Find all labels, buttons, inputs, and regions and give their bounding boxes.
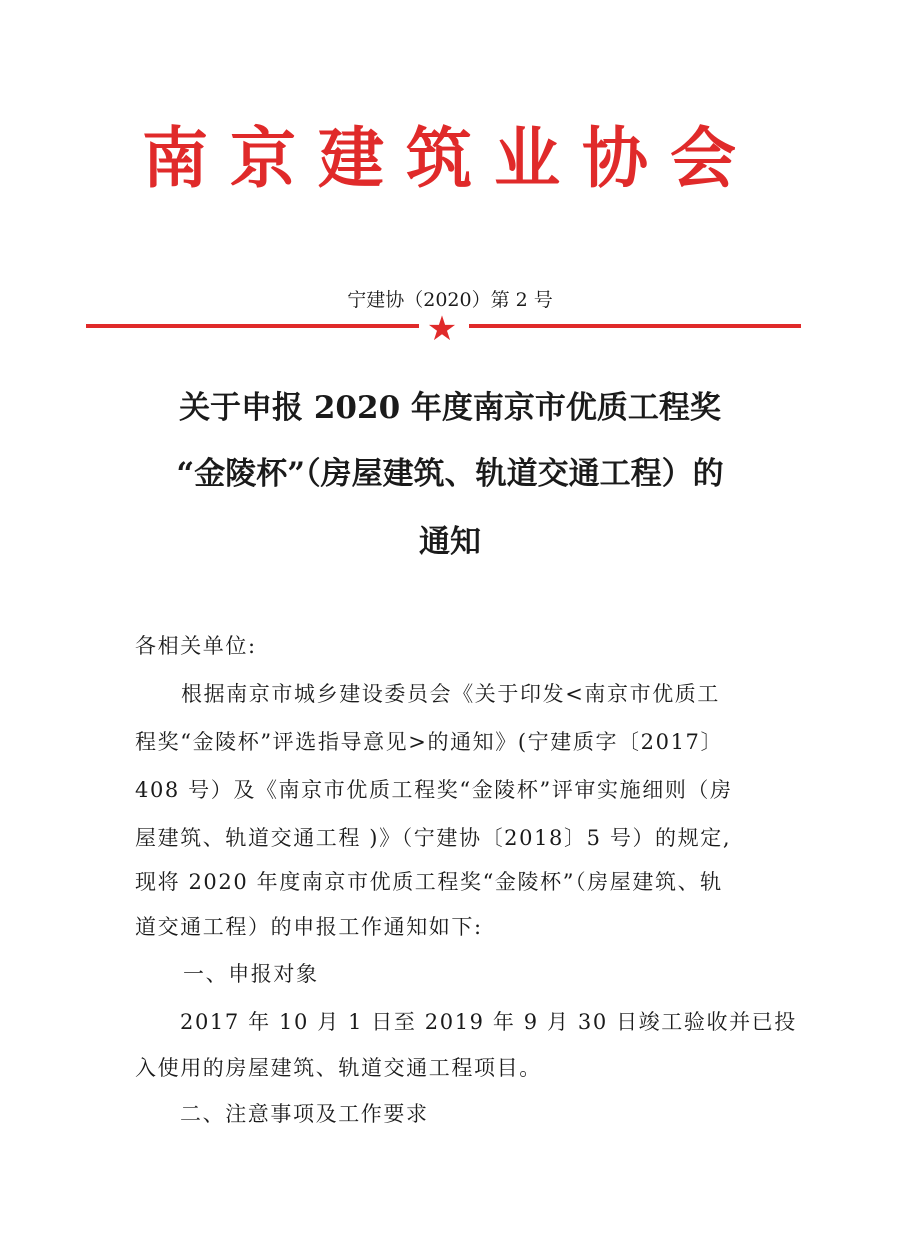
paragraph-1-line: 根据南京市城乡建设委员会《关于印发<南京市优质工 [181,682,720,706]
salutation: 各相关单位: [135,634,257,658]
red-divider-right [469,324,801,328]
organization-name: 南京建筑业协会 [142,119,758,197]
paragraph-1-line: 屋建筑、轨道交通工程 )》（宁建协〔2018〕5 号）的规定, [135,826,732,850]
paragraph-1-line: 408 号）及《南京市优质工程奖“金陵杯”评审实施细则（房 [135,778,733,802]
paragraph-1-line: 道交通工程）的申报工作通知如下: [135,915,483,939]
section-1-heading: 一、申报对象 [183,962,319,986]
red-divider-left [86,324,419,328]
section-1-line: 入使用的房屋建筑、轨道交通工程项目。 [135,1056,542,1080]
title-line-1: 关于申报 2020 年度南京市优质工程奖 [179,390,721,426]
star-icon: ★ [426,309,458,349]
section-2-heading: 二、注意事项及工作要求 [180,1102,429,1126]
title-line-2: “金陵杯”（房屋建筑、轨道交通工程）的 [176,456,724,492]
document-number: 宁建协（2020）第 2 号 [347,289,553,311]
paragraph-1-line: 现将 2020 年度南京市优质工程奖“金陵杯”（房屋建筑、轨 [135,870,723,894]
paragraph-1-line: 程奖“金陵杯”评选指导意见>的通知》(宁建质字〔2017〕 [135,730,724,754]
section-1-line: 2017 年 10 月 1 日至 2019 年 9 月 30 日竣工验收并已投 [180,1010,797,1034]
title-line-3: 通知 [419,524,481,560]
